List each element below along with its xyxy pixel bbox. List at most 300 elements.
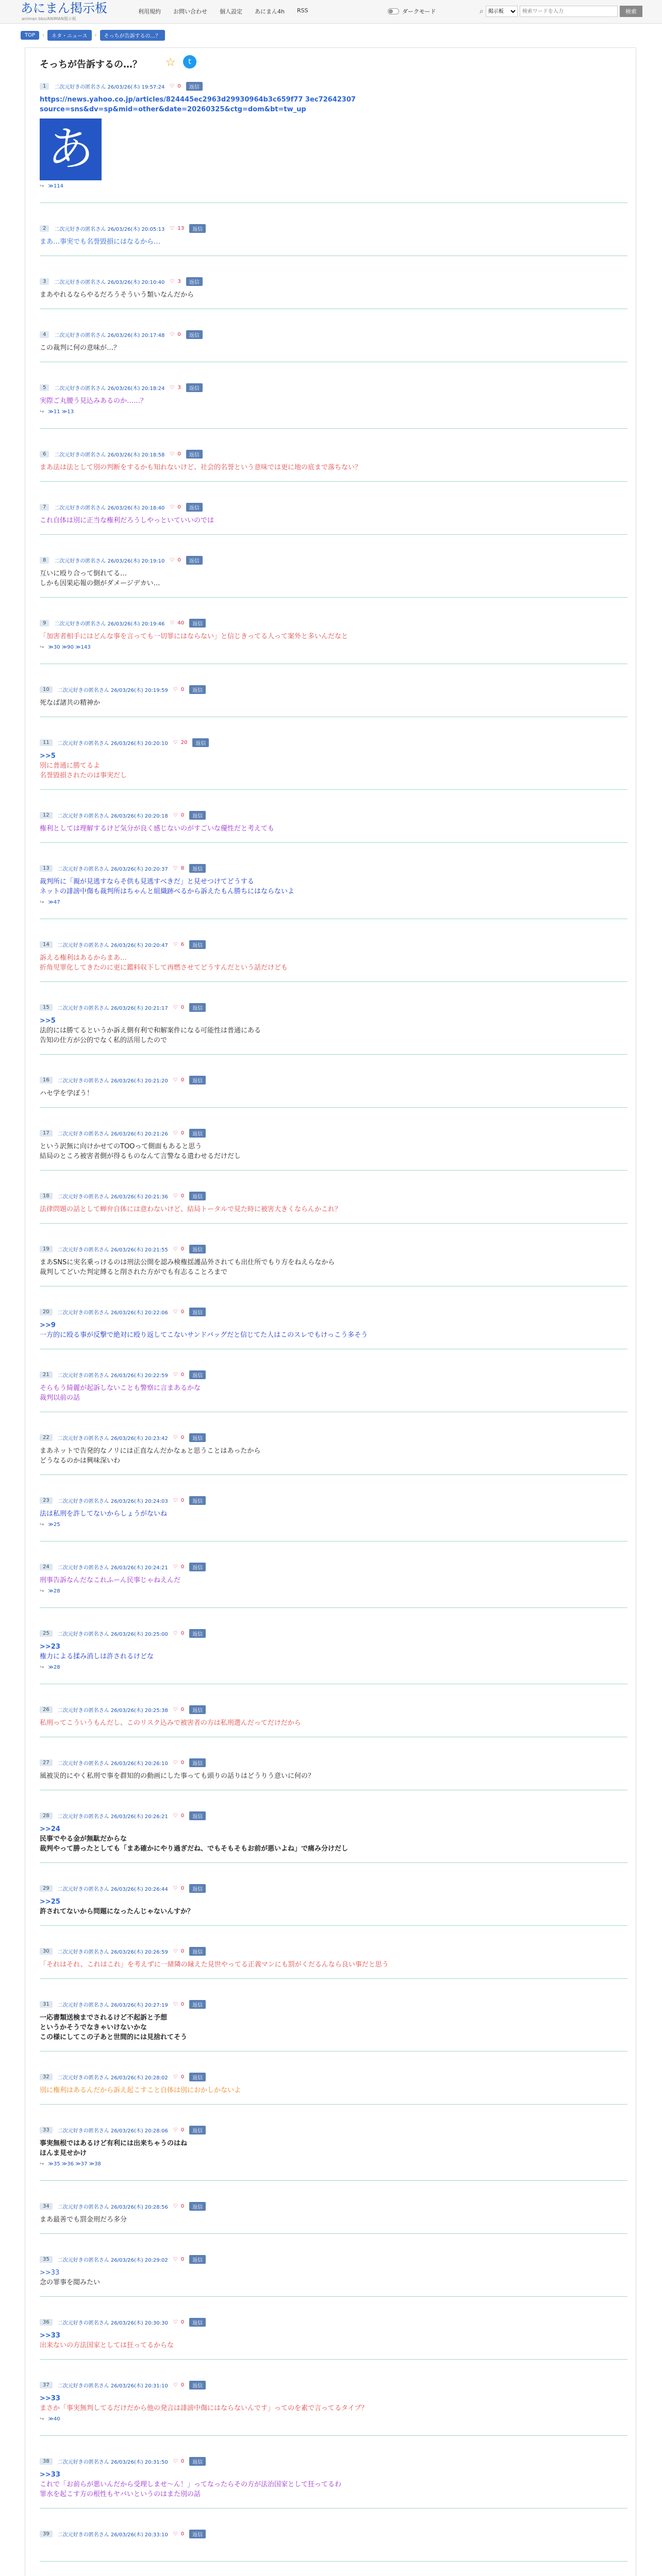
post-header — [40, 2381, 627, 2389]
search-input[interactable] — [520, 6, 618, 17]
like-count[interactable] — [173, 1813, 184, 1819]
post-header — [40, 2457, 627, 2466]
reply-button[interactable]: 返信 — [189, 224, 206, 233]
post-header — [40, 2073, 627, 2081]
like-count[interactable] — [170, 332, 180, 337]
reply-button[interactable]: 返信 — [189, 1245, 206, 1253]
reply-button[interactable]: 返信 — [189, 2318, 206, 2327]
heart-icon[interactable]: ♡ — [170, 504, 175, 510]
heart-icon[interactable]: ♡ — [173, 2127, 178, 2133]
post-item — [40, 1705, 627, 1736]
post-line[interactable]: >>23 — [40, 1643, 60, 1651]
post-number[interactable]: 24 — [40, 1564, 53, 1570]
post-header — [40, 2318, 627, 2327]
like-count[interactable] — [173, 2382, 184, 2388]
reply-button[interactable]: 返信 — [189, 2073, 206, 2081]
heart-icon[interactable]: ♡ — [173, 1005, 178, 1010]
post-header — [40, 619, 627, 628]
post-item — [40, 685, 627, 716]
heart-icon[interactable]: ♡ — [173, 1564, 178, 1570]
post-number[interactable]: 6 — [40, 451, 49, 457]
post-body — [40, 1142, 627, 1161]
heart-icon[interactable]: ♡ — [173, 687, 178, 692]
heart-icon[interactable]: ♡ — [173, 1077, 178, 1083]
post-number[interactable]: 14 — [40, 941, 53, 948]
post-body — [40, 1575, 627, 1585]
post-line: 念の罪事を閲みたい — [40, 2279, 101, 2286]
site-logo[interactable]: あにまん掲示板 — [21, 1, 107, 15]
post-line[interactable]: >>9 — [40, 1321, 56, 1329]
reply-button[interactable]: 返信 — [189, 1496, 206, 1505]
post-number[interactable]: 4 — [40, 331, 49, 338]
reply-button[interactable]: 返信 — [189, 1758, 206, 1767]
like-count[interactable] — [173, 812, 184, 818]
reply-button[interactable]: 返信 — [186, 277, 203, 286]
post-line: まあ法は法として別の判断をするかも知れないけど、社会的名誉という意味では更に地の底まで落ちない？ — [40, 464, 362, 471]
post-header — [40, 864, 627, 873]
post-divider — [40, 1925, 627, 1926]
post-number[interactable]: 33 — [40, 2127, 53, 2133]
post-number[interactable]: 20 — [40, 1309, 53, 1315]
post-meta: 二次元好きの匿名さん 26/03/26(木) 20:26:44 — [57, 1887, 168, 1892]
post-number[interactable]: 38 — [40, 2458, 53, 2465]
reply-button[interactable]: 返信 — [189, 1076, 206, 1084]
post-line: 裁判以前の話 — [40, 1394, 80, 1402]
post-body — [40, 343, 627, 353]
heart-icon[interactable]: ♡ — [173, 1435, 178, 1440]
twitter-share-icon[interactable]: t — [183, 55, 196, 69]
reply-button[interactable]: 返信 — [189, 1884, 206, 1893]
like-number: 0 — [177, 504, 181, 510]
post-body — [40, 2394, 627, 2413]
post-number[interactable]: 1 — [40, 83, 49, 90]
heart-icon[interactable]: ♡ — [173, 2531, 178, 2537]
reply-button[interactable]: 返信 — [189, 2530, 206, 2538]
post-number[interactable]: 12 — [40, 812, 53, 819]
post-meta: 二次元好きの匿名さん 26/03/26(木) 20:17:48 — [54, 333, 165, 338]
post-header — [40, 1003, 627, 1012]
heart-icon[interactable]: ♡ — [173, 2382, 178, 2388]
post-item — [40, 450, 627, 480]
search-button[interactable]: 検索 — [620, 6, 642, 17]
heart-icon[interactable]: ♡ — [173, 1130, 178, 1136]
post-line[interactable]: >>24 — [40, 1825, 60, 1833]
like-count[interactable] — [170, 83, 180, 89]
post-number[interactable]: 3 — [40, 278, 49, 285]
like-count[interactable] — [173, 1246, 184, 1252]
reply-button[interactable]: 返信 — [192, 738, 209, 747]
heart-icon[interactable]: ♡ — [173, 1813, 178, 1819]
breadcrumb-separator: › — [94, 32, 97, 38]
post-line[interactable]: >>25 — [40, 1898, 60, 1906]
reply-button[interactable]: 返信 — [189, 811, 206, 820]
post-meta: 二次元好きの匿名さん 26/03/26(木) 20:21:20 — [57, 1078, 168, 1084]
post-meta: 二次元好きの匿名さん 26/03/26(木) 20:28:06 — [57, 2128, 168, 2134]
post-meta: 二次元好きの匿名さん 26/03/26(木) 20:22:06 — [57, 1310, 168, 1316]
heart-icon[interactable]: ♡ — [173, 1246, 178, 1252]
post-line: まあネットで告発的なノリには正直なんだかなぁと思うことはあったから — [40, 1447, 261, 1455]
like-count[interactable] — [173, 2127, 184, 2133]
post-meta: 二次元好きの匿名さん 26/03/26(木) 20:21:26 — [57, 1131, 168, 1137]
nav-settings[interactable]: 個人設定 — [220, 8, 242, 15]
like-count[interactable] — [173, 1886, 184, 1891]
post-line[interactable]: >>33 — [40, 2269, 60, 2277]
reply-button[interactable]: 返信 — [189, 685, 206, 694]
heart-icon[interactable]: ♡ — [173, 740, 178, 745]
like-count[interactable] — [173, 1309, 184, 1315]
post-number[interactable]: 7 — [40, 504, 49, 511]
breadcrumb-thread[interactable]: そっちが告訴するの…？ — [100, 30, 165, 41]
like-number: 0 — [180, 1813, 185, 1819]
reply-button[interactable]: 返信 — [189, 2457, 206, 2466]
heart-icon[interactable]: ♡ — [173, 1498, 178, 1503]
reply-button[interactable]: 返信 — [189, 1629, 206, 1638]
reply-reference-links[interactable]: ≫114 — [48, 183, 63, 189]
search-scope-select[interactable] — [486, 6, 518, 17]
reply-reference-links[interactable]: ≫35 ≫36 ≫37 ≫38 — [48, 2161, 101, 2167]
post-meta: 二次元好きの匿名さん 26/03/26(木) 20:20:18 — [57, 814, 168, 819]
post-item — [40, 1370, 627, 1411]
like-count[interactable] — [173, 1193, 184, 1199]
reply-button[interactable]: 返信 — [189, 1947, 206, 1956]
post-number[interactable]: 16 — [40, 1077, 53, 1083]
post-item — [40, 82, 627, 201]
heart-icon[interactable]: ♡ — [173, 942, 178, 947]
post-number[interactable]: 26 — [40, 1706, 53, 1713]
reply-button[interactable]: 返信 — [189, 1705, 206, 1714]
reply-button[interactable]: 返信 — [186, 556, 203, 565]
reply-button[interactable]: 返信 — [189, 619, 206, 628]
reply-button[interactable]: 返信 — [189, 1563, 206, 1571]
post-line[interactable]: >>5 — [40, 1017, 56, 1025]
post-item — [40, 811, 627, 841]
heart-icon[interactable]: ♡ — [173, 1760, 178, 1766]
heart-icon[interactable]: ♡ — [173, 1886, 178, 1891]
like-count[interactable] — [173, 2459, 184, 2464]
post-number[interactable]: 21 — [40, 1371, 53, 1378]
like-count[interactable] — [173, 1077, 184, 1083]
post-divider — [40, 597, 627, 598]
post-line: ハセ学を学ぼう！ — [40, 1090, 94, 1097]
like-count[interactable] — [173, 2074, 184, 2080]
post-body — [40, 1089, 627, 1098]
reply-reference-links[interactable]: ≫30 ≫90 ≫143 — [48, 645, 91, 650]
like-count[interactable] — [173, 2531, 184, 2537]
post-item — [40, 2457, 627, 2507]
heart-icon[interactable]: ♡ — [170, 83, 175, 89]
reply-button[interactable]: 返信 — [186, 82, 203, 91]
post-line[interactable]: >>33 — [40, 2332, 60, 2340]
reply-button[interactable]: 返信 — [189, 1192, 206, 1200]
post-meta: 二次元好きの匿名さん 26/03/26(木) 20:28:02 — [57, 2075, 168, 2081]
post-number[interactable]: 35 — [40, 2256, 53, 2263]
reply-button[interactable]: 返信 — [189, 1129, 206, 1138]
like-count[interactable] — [170, 504, 180, 510]
post-header — [40, 940, 627, 949]
reply-references — [40, 183, 627, 189]
reply-button[interactable]: 返信 — [186, 330, 203, 339]
post-number[interactable]: 27 — [40, 1759, 53, 1766]
post-divider — [40, 534, 627, 535]
heart-icon[interactable]: ♡ — [173, 2074, 178, 2080]
post-divider — [40, 2051, 627, 2052]
nav-terms[interactable]: 利用規約 — [138, 8, 161, 15]
post-line[interactable]: >>33 — [40, 2395, 60, 2402]
post-header — [40, 224, 627, 233]
post-number[interactable]: 8 — [40, 557, 49, 564]
breadcrumb-top[interactable]: TOP — [21, 31, 39, 40]
heart-icon[interactable]: ♡ — [173, 2204, 178, 2209]
post-line: https://news.yahoo.co.jp/articles/824445ec2963d29930964b3c659f77 3ec72642307 — [40, 96, 356, 104]
post-number[interactable]: 29 — [40, 1885, 53, 1892]
heart-icon[interactable]: ♡ — [173, 1707, 178, 1713]
post-item — [40, 1245, 627, 1285]
reply-button[interactable]: 返信 — [186, 450, 203, 459]
like-count[interactable] — [170, 226, 184, 231]
post-meta: 二次元好きの匿名さん 26/03/26(木) 20:21:36 — [57, 1194, 168, 1200]
post-header — [40, 685, 627, 694]
reply-button[interactable]: 返信 — [189, 864, 206, 873]
post-header — [40, 1076, 627, 1084]
heart-icon[interactable]: ♡ — [173, 1948, 178, 1954]
reply-arrow-icon: ↪ — [40, 2416, 44, 2422]
post-number[interactable]: 30 — [40, 1948, 53, 1955]
nav-animan4h[interactable]: あにまん4h — [255, 8, 285, 15]
like-count[interactable] — [173, 1564, 184, 1570]
heart-icon[interactable]: ♡ — [173, 1372, 178, 1378]
favorite-star-icon[interactable]: ☆ — [166, 56, 176, 69]
post-number[interactable]: 22 — [40, 1434, 53, 1441]
reply-reference-links[interactable]: ≫28 — [48, 1665, 60, 1670]
post-meta: 二次元好きの匿名さん 26/03/26(木) 19:57:24 — [54, 84, 165, 90]
heart-icon[interactable]: ♡ — [170, 557, 175, 563]
post-number[interactable]: 13 — [40, 865, 53, 872]
post-line: この裁判に何の意味が…？ — [40, 344, 121, 352]
heart-icon[interactable]: ♡ — [170, 620, 175, 626]
breadcrumb-category[interactable]: ネタ・ニュース — [47, 30, 92, 41]
post-line[interactable]: >>33 — [40, 2471, 60, 2479]
reply-button[interactable]: 返信 — [186, 503, 203, 512]
heart-icon[interactable]: ♡ — [173, 1309, 178, 1315]
post-divider — [40, 2561, 627, 2562]
post-item — [40, 383, 627, 427]
post-header — [40, 2202, 627, 2211]
post-line: ほんま見せかけ — [40, 2149, 87, 2157]
like-number: 3 — [177, 385, 181, 391]
post-item — [40, 1629, 627, 1683]
post-body — [40, 396, 627, 406]
post-item — [40, 1496, 627, 1540]
post-number[interactable]: 19 — [40, 1246, 53, 1252]
post-item — [40, 2126, 627, 2179]
heart-icon[interactable]: ♡ — [173, 866, 178, 871]
post-image-thumbnail[interactable]: あ — [40, 118, 102, 180]
post-divider — [40, 1607, 627, 1608]
heart-icon[interactable]: ♡ — [173, 2459, 178, 2464]
reply-reference-links[interactable]: ≫11 ≫13 — [48, 409, 74, 415]
post-body — [40, 569, 627, 588]
like-count[interactable] — [170, 279, 180, 284]
post-line: 互いに殴り合って倒れてる… — [40, 570, 127, 578]
heart-icon[interactable]: ♡ — [170, 332, 175, 337]
post-number[interactable]: 2 — [40, 225, 49, 232]
post-number[interactable]: 28 — [40, 1812, 53, 1819]
reply-arrow-icon: ↪ — [40, 1665, 44, 1670]
post-number[interactable]: 10 — [40, 686, 53, 693]
post-number[interactable]: 11 — [40, 739, 53, 746]
reply-button[interactable]: 返信 — [189, 1308, 206, 1316]
nav-contact[interactable]: お問い合わせ — [173, 8, 207, 15]
like-count[interactable] — [173, 942, 184, 947]
like-number: 0 — [180, 2459, 185, 2464]
like-count[interactable] — [173, 866, 184, 871]
reply-button[interactable]: 返信 — [189, 1370, 206, 1379]
like-number: 0 — [180, 2319, 185, 2325]
like-count[interactable] — [173, 1498, 184, 1503]
reply-references — [40, 2416, 627, 2422]
post-line: 権利としては理解するけど気分が良く感じないのがすごいな優性だと考えても — [40, 825, 275, 833]
like-count[interactable] — [173, 1760, 184, 1766]
like-number: 0 — [180, 2382, 185, 2388]
reply-references — [40, 1588, 627, 1594]
reply-arrow-icon: ↪ — [40, 645, 44, 650]
post-body — [40, 1258, 627, 1277]
like-count[interactable] — [173, 2257, 184, 2262]
post-body — [40, 1320, 627, 1340]
reply-reference-links[interactable]: ≫47 — [48, 900, 60, 905]
reply-button[interactable]: 返信 — [189, 1433, 206, 1442]
heart-icon[interactable]: ♡ — [170, 226, 175, 231]
like-count[interactable] — [170, 385, 180, 391]
post-header — [40, 2126, 627, 2134]
post-divider — [40, 2508, 627, 2509]
reply-arrow-icon: ↪ — [40, 900, 44, 905]
like-count[interactable] — [170, 557, 180, 563]
search-bar — [479, 6, 642, 17]
post-line: 出来ないの方法国家としては狂ってるからな — [40, 2342, 174, 2349]
post-header — [40, 811, 627, 820]
dark-mode-control[interactable] — [388, 7, 436, 15]
reply-reference-links[interactable]: ≫25 — [48, 1522, 60, 1528]
post-meta: 二次元好きの匿名さん 26/03/26(木) 20:26:59 — [57, 1950, 168, 1955]
like-count[interactable] — [170, 451, 180, 457]
heart-icon[interactable]: ♡ — [173, 1193, 178, 1199]
reply-button[interactable]: 返信 — [189, 1003, 206, 1012]
like-count[interactable] — [173, 2319, 184, 2325]
like-number: 0 — [180, 1077, 185, 1083]
like-count[interactable] — [173, 1372, 184, 1378]
reply-reference-links[interactable]: ≫40 — [48, 2416, 60, 2422]
heart-icon[interactable]: ♡ — [173, 1631, 178, 1636]
post-meta: 二次元好きの匿名さん 26/03/26(木) 20:19:46 — [54, 621, 165, 627]
like-number: 0 — [177, 83, 181, 89]
reply-arrow-icon: ↪ — [40, 1588, 44, 1594]
like-count[interactable] — [173, 1707, 184, 1713]
thread-title: そっちが告訴するの…？ — [40, 59, 142, 70]
post-line[interactable]: >>5 — [40, 752, 56, 760]
like-count[interactable] — [173, 740, 188, 745]
reply-button[interactable]: 返信 — [189, 2255, 206, 2264]
like-number: 0 — [180, 2257, 185, 2262]
like-count[interactable] — [173, 2002, 184, 2007]
heart-icon[interactable]: ♡ — [170, 279, 175, 284]
post-divider — [40, 2435, 627, 2436]
post-line: 事実無根ではあるけど有利には出来ちゃうのはね — [40, 2140, 188, 2147]
post-divider — [40, 2233, 627, 2234]
post-number[interactable]: 17 — [40, 1130, 53, 1137]
like-count[interactable] — [173, 1948, 184, 1954]
post-line: 別に権利はあるんだから訴え起こすこと自体は別におかしかないよ — [40, 2087, 241, 2094]
post-number[interactable]: 31 — [40, 2001, 53, 2008]
dark-mode-toggle[interactable] — [388, 8, 399, 14]
post-body — [40, 2086, 627, 2095]
heart-icon[interactable]: ♡ — [170, 451, 175, 457]
post-line: ネットの誹謗中傷も裁判所はちゃんと組織跡べるから訴えたもん勝ちにはならないよ — [40, 888, 295, 895]
post-body — [40, 1446, 627, 1466]
post-line: というかそうでなきゃいけないかな — [40, 2024, 147, 2031]
post-number[interactable]: 23 — [40, 1497, 53, 1504]
like-count[interactable] — [173, 1130, 184, 1136]
reply-button[interactable]: 返信 — [189, 2202, 206, 2211]
post-number[interactable]: 34 — [40, 2203, 53, 2210]
reply-button[interactable]: 返信 — [186, 383, 203, 392]
reply-button[interactable]: 返信 — [189, 2000, 206, 2009]
post-divider — [40, 428, 627, 429]
nav-rss[interactable]: RSS — [296, 7, 308, 14]
heart-icon[interactable]: ♡ — [173, 812, 178, 818]
post-header — [40, 1629, 627, 1638]
like-count[interactable] — [170, 620, 184, 626]
post-body — [40, 877, 627, 896]
post-line: 裁判してどいた判定縛ると削された方がでも有志ることろまで — [40, 1268, 228, 1276]
reply-button[interactable]: 返信 — [189, 2126, 206, 2134]
like-count[interactable] — [173, 1005, 184, 1010]
post-divider — [40, 202, 627, 203]
heart-icon[interactable]: ♡ — [173, 2257, 178, 2262]
like-count[interactable] — [173, 1435, 184, 1440]
post-header — [40, 277, 627, 286]
reply-button[interactable]: 返信 — [189, 2381, 206, 2389]
post-number[interactable]: 9 — [40, 620, 49, 626]
like-count[interactable] — [173, 2204, 184, 2209]
post-number[interactable]: 39 — [40, 2531, 53, 2537]
post-number[interactable]: 18 — [40, 1193, 53, 1199]
post-number[interactable]: 32 — [40, 2074, 53, 2080]
top-bar — [0, 0, 662, 24]
post-number[interactable]: 37 — [40, 2382, 53, 2388]
reply-reference-links[interactable]: ≫28 — [48, 1588, 60, 1594]
post-line: これで「お前らが悪いんだから受理しませ〜ん！」ってなったらその方が法治国家として狂ってるわ — [40, 2481, 342, 2488]
post-meta: 二次元好きの匿名さん 26/03/26(木) 20:31:10 — [57, 2383, 168, 2389]
heart-icon[interactable]: ♡ — [173, 2319, 178, 2325]
like-count[interactable] — [173, 1631, 184, 1636]
post-number[interactable]: 5 — [40, 384, 49, 391]
post-meta: 二次元好きの匿名さん 26/03/26(木) 20:28:56 — [57, 2205, 168, 2210]
heart-icon[interactable]: ♡ — [170, 385, 175, 391]
post-meta: 二次元好きの匿名さん 26/03/26(木) 20:26:10 — [57, 1761, 168, 1767]
reply-button[interactable]: 返信 — [189, 940, 206, 949]
reply-button[interactable]: 返信 — [189, 1811, 206, 1820]
like-number: 0 — [180, 1948, 185, 1954]
like-number: 0 — [180, 1309, 185, 1315]
like-count[interactable] — [173, 687, 184, 692]
heart-icon[interactable]: ♡ — [173, 2002, 178, 2007]
post-number[interactable]: 15 — [40, 1004, 53, 1011]
post-number[interactable]: 36 — [40, 2319, 53, 2326]
post-meta: 二次元好きの匿名さん 26/03/26(木) 20:25:38 — [57, 1708, 168, 1714]
post-number[interactable]: 25 — [40, 1630, 53, 1637]
post-item — [40, 1433, 627, 1473]
